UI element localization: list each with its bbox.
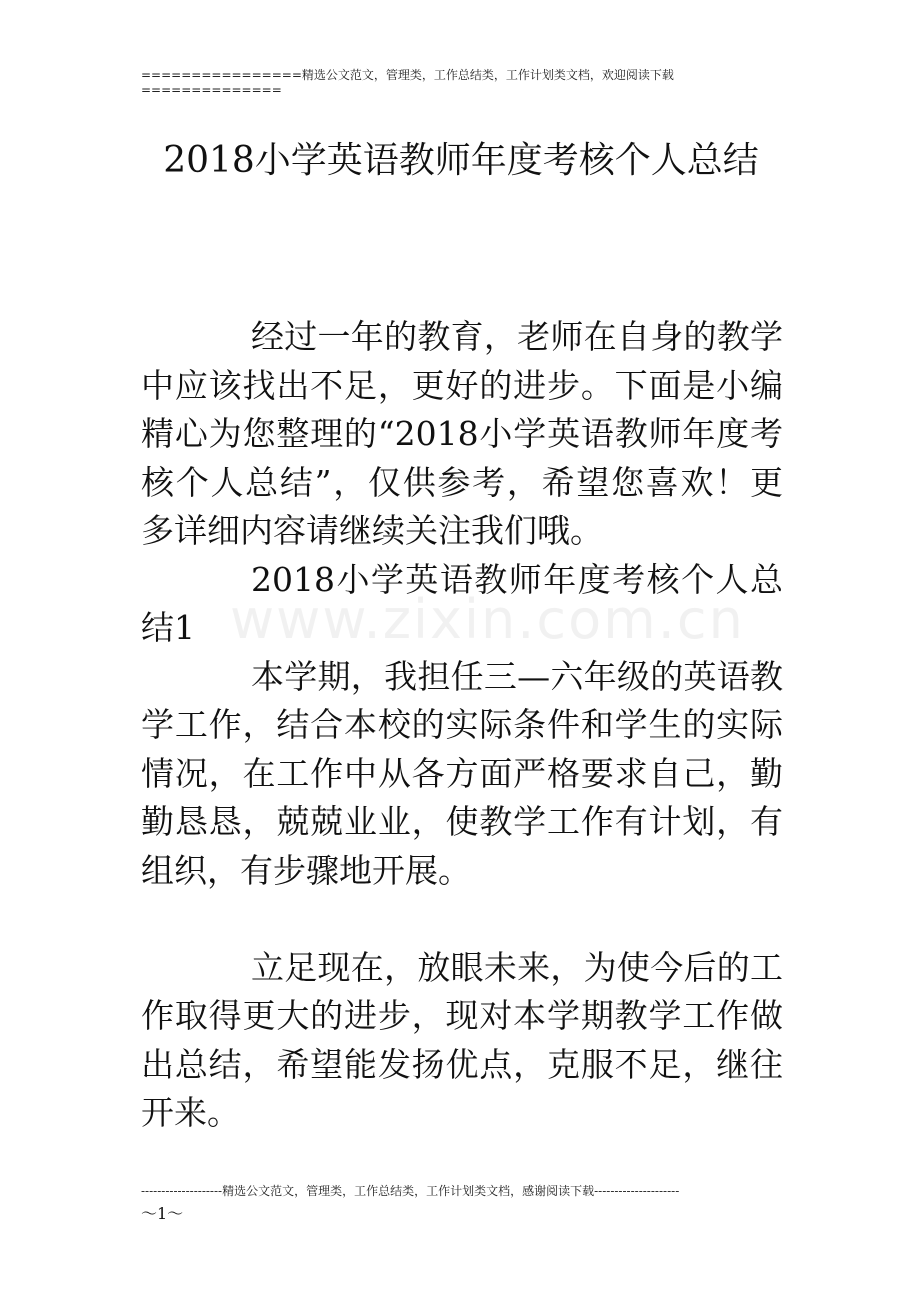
section-heading: 2018小学英语教师年度考核个人总结1 [141, 559, 783, 647]
watermark-text: www.zixin.com.cn [230, 588, 745, 651]
document-body [141, 313, 783, 1138]
body-paragraph: 本学期，我担任三—六年级的英语教学工作，结合本校的实际条件和学生的实际情况，在工作中从各方面严格要求自己，勤勤恳恳，兢兢业业，使教学工作有计划，有组织，有步骤地开展。 [141, 656, 783, 890]
intro-paragraph: 经过一年的教育，老师在自身的教学中应该找出不足，更好的进步。下面是小编精心为您整理的“2018小学英语教师年度考核个人总结”，仅供参考，希望您喜欢！更多详细内容请继续关注我们哦。 [141, 317, 783, 550]
page-number: ～1～ [141, 1204, 184, 1223]
header-note [141, 68, 781, 98]
header-note-rule: ============== [141, 83, 282, 97]
footer-note: --------------------精选公文范文，管理类，工作总结类，工作计划类文档，感谢阅读下载--------------------- [141, 1184, 680, 1198]
body-paragraph: 立足现在，放眼未来，为使今后的工作取得更大的进步，现对本学期教学工作做出总结，希望能发扬优点，克服不足，继往开来。 [141, 947, 783, 1132]
document-title: 2018小学英语教师年度考核个人总结 [163, 140, 759, 181]
header-note-line: ================精选公文范文，管理类，工作总结类，工作计划类文档，欢迎阅读下载 [141, 68, 674, 82]
